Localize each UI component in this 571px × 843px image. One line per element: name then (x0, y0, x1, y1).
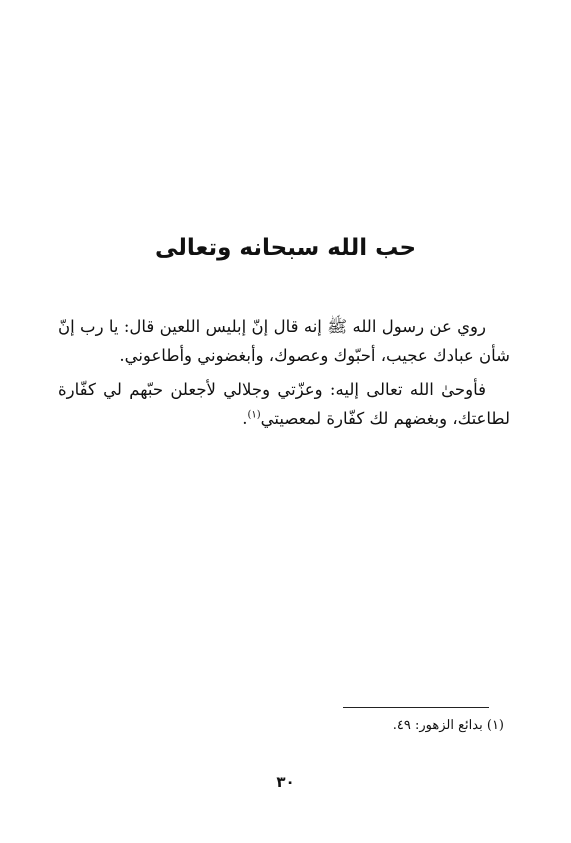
paragraph-2-text: فأوحىٰ الله تعالى إليه: وعزّتي وجلالي لأجعلن حبّهم لي كفّارة لطاعتك، وبغضهم لك كفّارة لمعصيتي (58, 380, 510, 428)
footnote-reference: (١) (247, 409, 261, 421)
paragraph-1-text: روي عن رسول الله ﷺ إنه قال إنّ إبليس اللعين قال: يا رب إنّ شأن عبادك عجيب، أحبّوك وعصوك، وأبغضوني وأطاعوني. (58, 317, 510, 365)
footnote-separator (343, 707, 489, 708)
footnote: (١) بدائع الزهور: ٤٩. (392, 718, 504, 733)
page-number: ٣٠ (276, 773, 295, 791)
body-text (58, 312, 510, 438)
paragraph-2-end: . (242, 409, 248, 428)
paragraph-1 (58, 312, 510, 370)
paragraph-2 (58, 375, 510, 433)
page-title: حب الله سبحانه وتعالى (154, 235, 417, 261)
